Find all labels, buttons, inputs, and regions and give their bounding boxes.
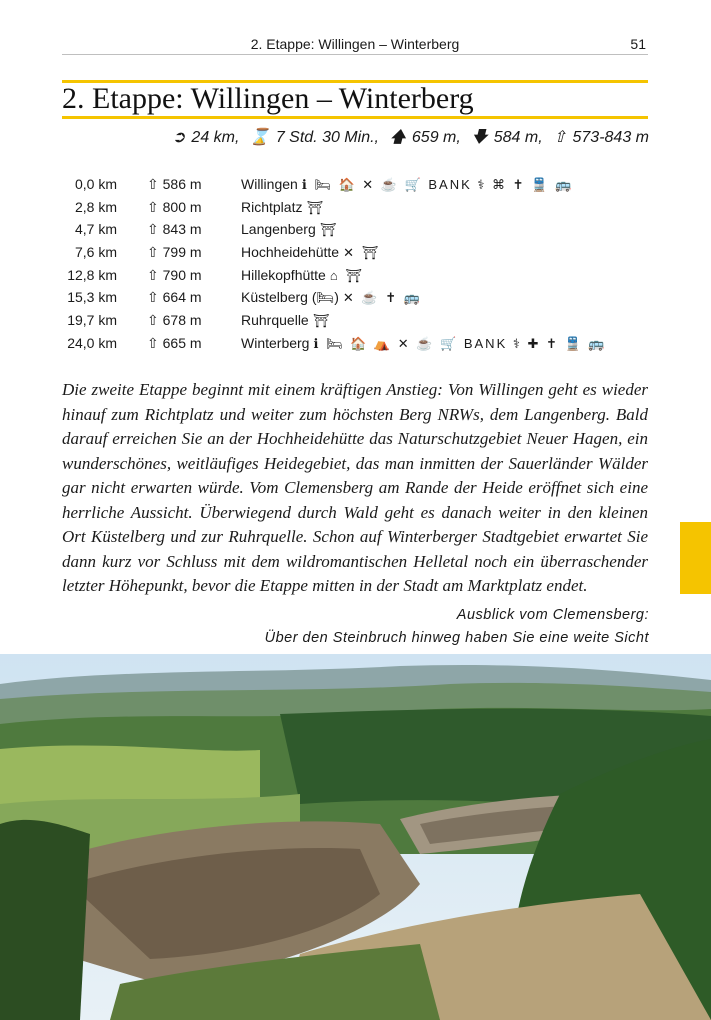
row-place: Küstelberg (🛏) ✕ ☕ ✝ 🚌 (241, 289, 422, 306)
stat-time: 7 Std. 30 Min., (275, 129, 379, 146)
row-distance: 0,0 km (74, 176, 117, 192)
table-row (62, 267, 662, 290)
page-number: 51 (630, 36, 646, 52)
row-altitude: ⇧ 586 m (147, 176, 202, 192)
table-row (62, 289, 662, 312)
facility-icons: ⛩ (306, 199, 325, 215)
row-distance: 19,7 km (67, 312, 117, 329)
row-distance: 24,0 km (67, 334, 117, 351)
facility-icons: ⛩ (319, 222, 339, 238)
stat-descent: 584 m, (493, 129, 543, 146)
caption-line-2: Über den Steinbruch hinweg haben Sie eine weite Sicht (264, 630, 649, 646)
row-altitude: ⇧ 790 m (147, 266, 202, 283)
row-distance: 7,6 km (74, 244, 117, 261)
row-altitude: ⇧ 800 m (147, 198, 202, 215)
altitude-icon: ⇧ (147, 244, 163, 261)
row-altitude: ⇧ 799 m (147, 244, 202, 261)
table-row (62, 221, 662, 244)
facility-icons: ℹ 🛏 🏠 ✕ ☕ 🛒 BANK ⚕ ⌘ ✝ 🚆 🚌 (301, 177, 574, 192)
table-row (62, 244, 662, 267)
stage-table (62, 176, 662, 358)
arrow-up-icon: 🡅 (389, 129, 406, 146)
table-row (62, 199, 662, 222)
facility-icons: ℹ 🛏 🏠 ⛺ ✕ ☕ 🛒 BANK ⚕ ✚ ✝ 🚆 🚌 (313, 335, 607, 351)
row-place: Hochheidehütte ✕ ⛩ (241, 244, 381, 261)
row-place: Hillekopfhütte ⌂ ⛩ (241, 266, 364, 283)
landscape-photo (0, 654, 711, 1020)
page-title: 2. Etappe: Willingen – Winterberg (62, 82, 474, 115)
stage-stats (166, 126, 649, 153)
photo-caption (149, 604, 649, 650)
row-distance: 12,8 km (67, 266, 117, 283)
caption-line-1: Ausblick vom Clemensberg: (456, 607, 649, 623)
facility-icons: ✕ ⛩ (343, 245, 381, 261)
stage-description: Die zweite Etappe beginnt mit einem kräftigen Anstieg: Von Willingen geht es wieder hinauf zum Richtplatz und weiter zum höchsten Berg NRWs, dem Langenberg. Bald darauf erreichen Sie an der Hochheidehütte das Naturschutzgebiet Neuer Hagen, ein wunderschönes, weitläufiges Heidegebiet, das man inmitten der Sauerländer Wälder gar nicht erwarten würde. Vom Clemensberg am Rande der Heide eröffnet sich eine herrliche Aussicht. Überwiegend durch Wald geht es danach weiter in den kleinen Ort Küstelberg und zur Ruhrquelle. Schon auf Winterberger Stadtgebiet erwartet Sie dann kurz vor Schluss mit dem wildromantischen Helletal noch ein überraschender letzter Höhepunkt, bevor die Etappe mitten in der Stadt am Marktplatz endet. (62, 380, 648, 595)
distance-icon: ➲ (172, 129, 186, 146)
row-distance: 2,8 km (74, 198, 117, 215)
row-place: Richtplatz ⛩ (241, 198, 325, 215)
running-head-title: 2. Etappe: Willingen – Winterberg (250, 36, 460, 52)
stat-distance: 24 km, (191, 129, 240, 146)
row-place: Ruhrquelle ⛩ (241, 312, 332, 329)
table-row (62, 335, 662, 358)
row-altitude: ⇧ 843 m (147, 221, 202, 238)
row-place: Winterberg ℹ 🛏 🏠 ⛺ ✕ ☕ 🛒 BANK ⚕ ✚ ✝ 🚆 🚌 (241, 334, 607, 351)
row-place: Willingen ℹ 🛏 🏠 ✕ ☕ 🛒 BANK ⚕ ⌘ ✝ 🚆 🚌 (241, 176, 574, 192)
chapter-tab (680, 522, 711, 594)
table-row (62, 176, 662, 199)
title-rule-bottom (62, 116, 648, 119)
altitude-icon: ⇧ (147, 312, 163, 329)
hourglass-icon: ⌛ (249, 129, 270, 146)
altitude-icon: ⇧ (553, 129, 567, 146)
facility-icons: ⌂ ⛩ (329, 267, 364, 283)
facility-icons: ⛩ (312, 313, 332, 329)
row-distance: 4,7 km (74, 221, 117, 238)
stat-ascent: 659 m, (411, 129, 461, 146)
arrow-down-icon: 🡇 (471, 129, 488, 146)
running-head (62, 36, 648, 55)
altitude-icon: ⇧ (147, 266, 163, 283)
facility-icons: ✕ ☕ ✝ 🚌 (342, 290, 422, 306)
stat-altitude-range: 573-843 m (572, 129, 649, 146)
row-altitude: ⇧ 664 m (147, 289, 202, 306)
altitude-icon: ⇧ (147, 176, 163, 192)
altitude-icon: ⇧ (147, 198, 163, 215)
table-row (62, 312, 662, 335)
row-altitude: ⇧ 665 m (147, 334, 202, 351)
altitude-icon: ⇧ (147, 289, 163, 306)
altitude-icon: ⇧ (147, 334, 163, 351)
row-altitude: ⇧ 678 m (147, 312, 202, 329)
altitude-icon: ⇧ (147, 221, 163, 238)
row-place: Langenberg ⛩ (241, 221, 339, 238)
row-distance: 15,3 km (67, 289, 117, 306)
